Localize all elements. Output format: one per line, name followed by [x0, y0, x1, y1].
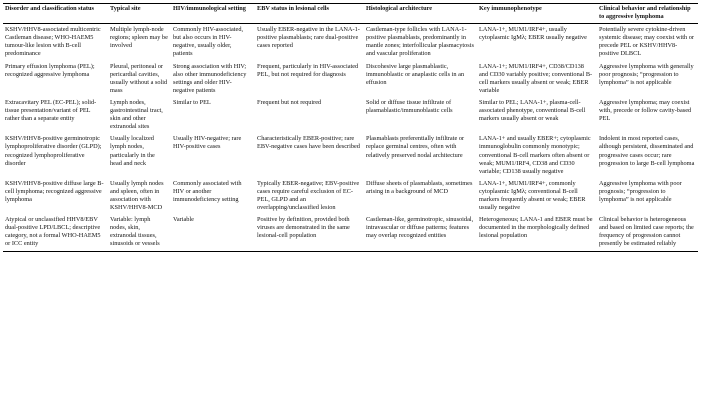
table-cell: Variable: lymph nodes, skin, extranodal tissues, sinusoids or vessels [110, 216, 160, 248]
column-header: HIV/immunological setting [173, 5, 246, 12]
table-row [3, 214, 698, 251]
table-cell: LANA-1+; MUM1/IRF4+, CD38/CD138 and CD30 variably positive; conventional B-cell markers usually absent or weak; EBER variable [479, 62, 593, 94]
comparison-table [3, 3, 698, 252]
table-cell: Aggressive lymphoma; may coexist with, precede or follow cavity-based PEL [599, 98, 692, 123]
table-cell: Castleman-type follicles with LANA-1-positive plasmablasts, predominantly in mantle zones; interfollicular plasmacytosis and vascular proliferation [366, 26, 474, 58]
table-cell: KSHV/HHV8-positive diffuse large B-cell lymphoma; recognized aggressive lymphoma [5, 179, 104, 203]
table-cell: Castleman-like, germinotropic, sinusoidal, intravascular or diffuse patterns; features may overlap recognized entities [366, 216, 474, 240]
table-cell: Variable [173, 216, 194, 224]
table-cell: Usually lymph nodes and spleen, often in association with KSHV/HHV8-MCD [110, 179, 164, 212]
column-header: Disorder and classification status [5, 5, 94, 12]
table-cell: Frequent but not required [257, 98, 322, 106]
table-cell: Aggressive lymphoma with poor prognosis; “progression to lymphoma” is not applicable [599, 179, 682, 203]
table-header-row [3, 4, 698, 24]
table-row [3, 61, 698, 97]
table-cell: Characteristically EBER-positive; rare EBV-negative cases have been described [257, 135, 360, 151]
table-cell: Similar to PEL [173, 98, 211, 106]
column-header: EBV status in lesional cells [257, 5, 329, 12]
document-page [3, 3, 698, 252]
table-cell: LANA-1+, MUM1/IRF4+, commonly cytoplasmic IgMλ; conventional B-cell markers frequently absent or weak; EBER usually negative [479, 179, 586, 212]
table-cell: Diffuse sheets of plasmablasts, sometimes arising in a background of MCD [366, 179, 473, 195]
table-cell: Frequent, particularly in HIV-associated PEL, but not required for diagnosis [257, 62, 359, 78]
table-cell: Extracavitary PEL (EC-PEL); solid-tissue presentation/variant of PEL rather than a separate entity [5, 98, 97, 123]
table-cell: Indolent in most reported cases, although persistent, disseminated and progressive cases occur; rare progression to large B-cell lymphoma [599, 135, 695, 167]
table-row [3, 24, 698, 61]
column-header: Key immunophenotype [479, 5, 542, 12]
table-cell: Similar to PEL; LANA-1+, plasma-cell-associated phenotype, conventional B-cell markers usually absent or weak [479, 98, 586, 123]
table-cell: Potentially severe cytokine-driven systemic disease; may coexist with or precede PEL or KSHV/HHV8-positive DLBCL [599, 26, 694, 58]
column-header: Clinical behavior and relationship to aggressive lymphoma [599, 5, 691, 21]
table-cell: LANA-1+, MUM1/IRF4+, usually cytoplasmic IgMλ; EBER usually negative [479, 26, 587, 42]
table-cell: Strong association with HIV; also other immunodeficiency settings and older HIV-negative patients [173, 62, 247, 94]
table-cell: Lymph nodes, gastrointestinal tract, skin and other extranodal sites [110, 98, 163, 131]
table-cell: Atypical or unclassified HHV8/EBV dual-positive LPD/LBCL; descriptive category, not a formal WHO-HAEM5 or ICC entity [5, 216, 101, 248]
table-cell: LANA-1+ and usually EBER+; cytoplasmic immunoglobulin commonly monotypic; conventional B-cell markers often absent or weak; MUM1/IRF4, CD38 and CD30 variable; CD138 usually negative [479, 135, 591, 175]
table-row [3, 97, 698, 133]
table-cell: Positive by definition, provided both viruses are demonstrated in the same lesional-cell population [257, 216, 350, 240]
column-header: Histological architecture [366, 5, 433, 12]
table-row [3, 133, 698, 177]
table-row [3, 178, 698, 214]
table-cell: Plasmablasts preferentially infiltrate or replace germinal centres, often with relatively preserved nodal architecture [366, 135, 465, 159]
table-cell: Solid or diffuse tissue infiltrate of plasmablastic/immunoblastic cells [366, 98, 453, 115]
column-header: Typical site [110, 5, 141, 12]
table-cell: Pleural, peritoneal or pericardial cavities, usually without a solid mass [110, 62, 168, 94]
table-cell: Commonly HIV-associated, but also occurs in HIV-negative, usually older, patients [173, 26, 244, 58]
table-cell: Usually HIV-negative; rare HIV-positive cases [173, 135, 242, 151]
table-cell: KSHV/HHV8-positive germinotropic lymphoproliferative disorder (GLPD); recognized lymphoproliferative disorder [5, 135, 102, 167]
table-cell: Typically EBER-negative; EBV-positive cases require careful exclusion of EC-PEL, GLPD and an overlapping/unclassified lesion [257, 179, 360, 212]
table-cell: Usually localized lymph nodes, particularly in the head and neck [110, 135, 155, 167]
table-cell: Discohesive large plasmablastic, immunoblastic or anaplastic cells in an effusion [366, 62, 465, 86]
table-cell: Aggressive lymphoma with generally poor prognosis; “progression to lymphoma” is not applicable [599, 62, 694, 86]
table-cell: Heterogeneous; LANA-1 and EBER must be documented in the morphologically defined lesional population [479, 216, 593, 240]
table-cell: Usually EBER-negative in the LANA-1-positive plasmablasts; rare dual-positive cases reported [257, 26, 360, 50]
table-cell: KSHV/HHV8-associated multicentric Castleman disease; WHO-HAEM5 tumour-like lesion with B-cell predominance [5, 26, 101, 58]
table-cell: Multiple lymph-node regions; spleen may be involved [110, 26, 168, 50]
table-cell: Clinical behavior is heterogeneous and based on limited case reports; the frequency of progression cannot presently be estimated reliably [599, 216, 694, 248]
table-cell: Primary effusion lymphoma (PEL); recognized aggressive lymphoma [5, 62, 95, 78]
table-cell: Commonly associated with HIV or another immunodeficiency setting [173, 179, 242, 203]
